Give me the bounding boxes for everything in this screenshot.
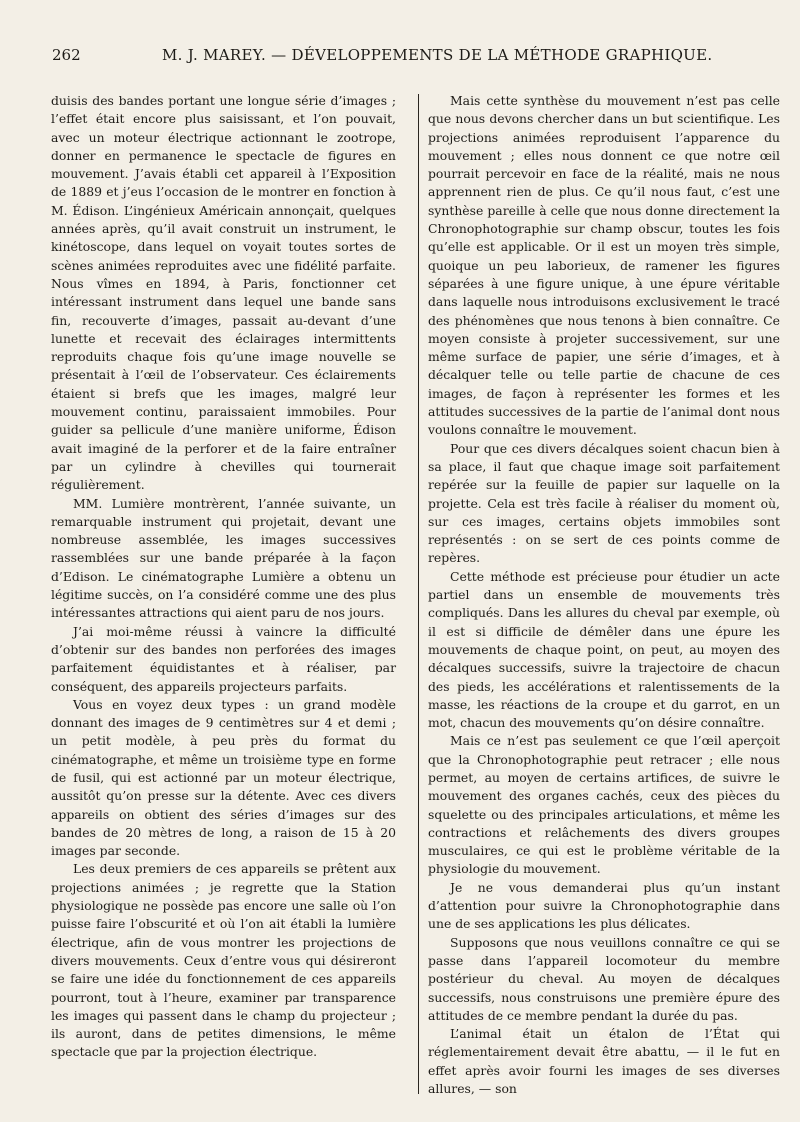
page-number: 262 bbox=[52, 46, 81, 64]
paragraph: J’ai moi-même réussi à vaincre la difficulté d’obtenir sur des bandes non perforées des images parfaitement équidistantes et à réaliser, par conséquent, des appareils projecteurs parfaits. bbox=[51, 623, 396, 694]
paragraph: Je ne vous demanderai plus qu’un instant d’attention pour suivre la Chronophotographie dans une de ses applications les plus délicates. bbox=[428, 879, 780, 932]
paragraph: Supposons que nous veuillons connaître ce qui se passe dans l’appareil locomoteur du membre postérieur du cheval. Au moyen de décalques successifs, nous construisons une première épure des attitudes de ce membre pendant la durée du pas. bbox=[428, 934, 780, 1023]
paragraph: Vous en voyez deux types : un grand modèle donnant des images de 9 centimètres sur 4 et demi ; un petit modèle, à peu près du format du cinématographe, et même un troisième type en forme de fusil, qui est actionné par un moteur électrique, aussitôt qu’on presse sur la détente. Avec ces divers appareils on obtient des séries d’images sur des bandes de 20 mètres de long, a raison de 15 à 20 images par seconde. bbox=[51, 696, 396, 859]
right-column bbox=[428, 92, 780, 1098]
paragraph: Cette méthode est précieuse pour étudier un acte partiel dans un ensemble de mouvements très compliqués. Dans les allures du cheval par exemple, où il est si difficile de démêler dans une épure les mouvements de chaque point, on peut, au moyen des décalques successifs, suivre la trajectoire de chacun des pieds, les accélérations et ralentissements de la masse, les réactions de la croupe et du garrot, en un mot, chacun des mouvements qu’on désire connaître. bbox=[428, 568, 780, 731]
running-head: M. J. MAREY. — DÉVELOPPEMENTS DE LA MÉTHODE GRAPHIQUE. bbox=[162, 46, 713, 64]
page-header bbox=[52, 44, 778, 66]
paragraph: Mais cette synthèse du mouvement n’est pas celle que nous devons chercher dans un but scientifique. Les projections animées reproduisent l’apparence du mouvement ; elles nous donnent ce que notre œil pourrait percevoir en face de la réalité, mais ne nous apprennent rien de plus. Ce qu’il nous faut, c’est une synthèse pareille à celle que nous donne directement la Chronophotographie sur champ obscur, toutes les fois qu’elle est applicable. Or il est un moyen très simple, quoique un peu laborieux, de ramener les figures séparées à une figure unique, à une épure véritable dans laquelle nous introduisons exclusivement le tracé des phénomènes que nous tenons à bien connaître. Ce moyen consiste à projeter successivement, sur une même surface de papier, une série d’images, et à décalquer telle ou telle partie de chacune de ces images, de façon à représenter les formes et les attitudes successives de la partie de l’animal dont nous voulons connaître le mouvement. bbox=[428, 93, 780, 438]
paragraph: duisis des bandes portant une longue série d’images ; l’effet était encore plus saisissant, et l’on pouvait, avec un moteur électrique actionnant le zootrope, donner en permanence le spectacle de figures en mouvement. J’avais établi cet appareil à l’Exposition de 1889 et j’eus l’occasion de le montrer en fonction à M. Édison. L’ingénieux Américain annonçait, quelques années après, qu’il avait construit un instrument, le kinétoscope, dans lequel on voyait toutes sortes de scènes animées reproduites avec une fidélité parfaite. Nous vîmes en 1894, à Paris, fonctionner cet intéressant instrument dans lequel une bande sans fin, recouverte d’images, passait au-devant d’une lunette et recevait des éclairages intermittents reproduits chaque fois qu’une image nouvelle se présentait à l’œil de l’observateur. Ces éclairements étaient si brefs que les images, malgré leur mouvement continu, paraissaient immobiles. Pour guider sa pellicule d’une manière uniforme, Édison avait imaginé de la perforer et de la faire entraîner par un cylindre à chevilles qui tournerait régulièrement. bbox=[51, 93, 396, 493]
paragraph: Mais ce n’est pas seulement ce que l’œil aperçoit que la Chronophotographie peut retracer ; elle nous permet, au moyen de certains artifices, de suivre le mouvement des organes cachés, ceux des pièces du squelette ou des principales articulations, et même les contractions et relâchements des divers groupes musculaires, ce qui est le problème véritable de la physiologie du mouvement. bbox=[428, 733, 780, 877]
paragraph: Pour que ces divers décalques soient chacun bien à sa place, il faut que chaque image soit parfaitement repérée sur la feuille de papier sur laquelle on la projette. Cela est très facile à réaliser du moment où, sur ces images, certains objets immobiles sont représentés : on se sert de ces points comme de repères. bbox=[428, 440, 780, 566]
paragraph: Les deux premiers de ces appareils se prêtent aux projections animées ; je regrette que la Station physiologique ne possède pas encore une salle où l’on puisse faire l’obscurité et où l’on ait établi la lumière électrique, afin de vous montrer les projections de divers mouvements. Ceux d’entre vous qui désireront se faire une idée du fonctionnement de ces appareils pourront, tout à l’heure, examiner par transparence les images qui passent dans le champ du projecteur ; ils auront, dans de petites dimensions, le même spectacle que par la projection électrique. bbox=[51, 861, 396, 1060]
paragraph: L’animal était un étalon de l’État qui réglementairement devait être abattu, — il le fut en effet après avoir fourni les images de ses diverses allures, — son bbox=[428, 1026, 780, 1097]
left-column bbox=[51, 92, 396, 1062]
column-divider bbox=[418, 94, 419, 1094]
paragraph: MM. Lumière montrèrent, l’année suivante, un remarquable instrument qui projetait, devant une nombreuse assemblée, les images successives rassemblées sur une bande préparée à la façon d’Edison. Le cinématographe Lumière a obtenu un légitime succès, on l’a considéré comme une des plus intéressantes attractions qui aient paru de nos jours. bbox=[51, 495, 396, 621]
